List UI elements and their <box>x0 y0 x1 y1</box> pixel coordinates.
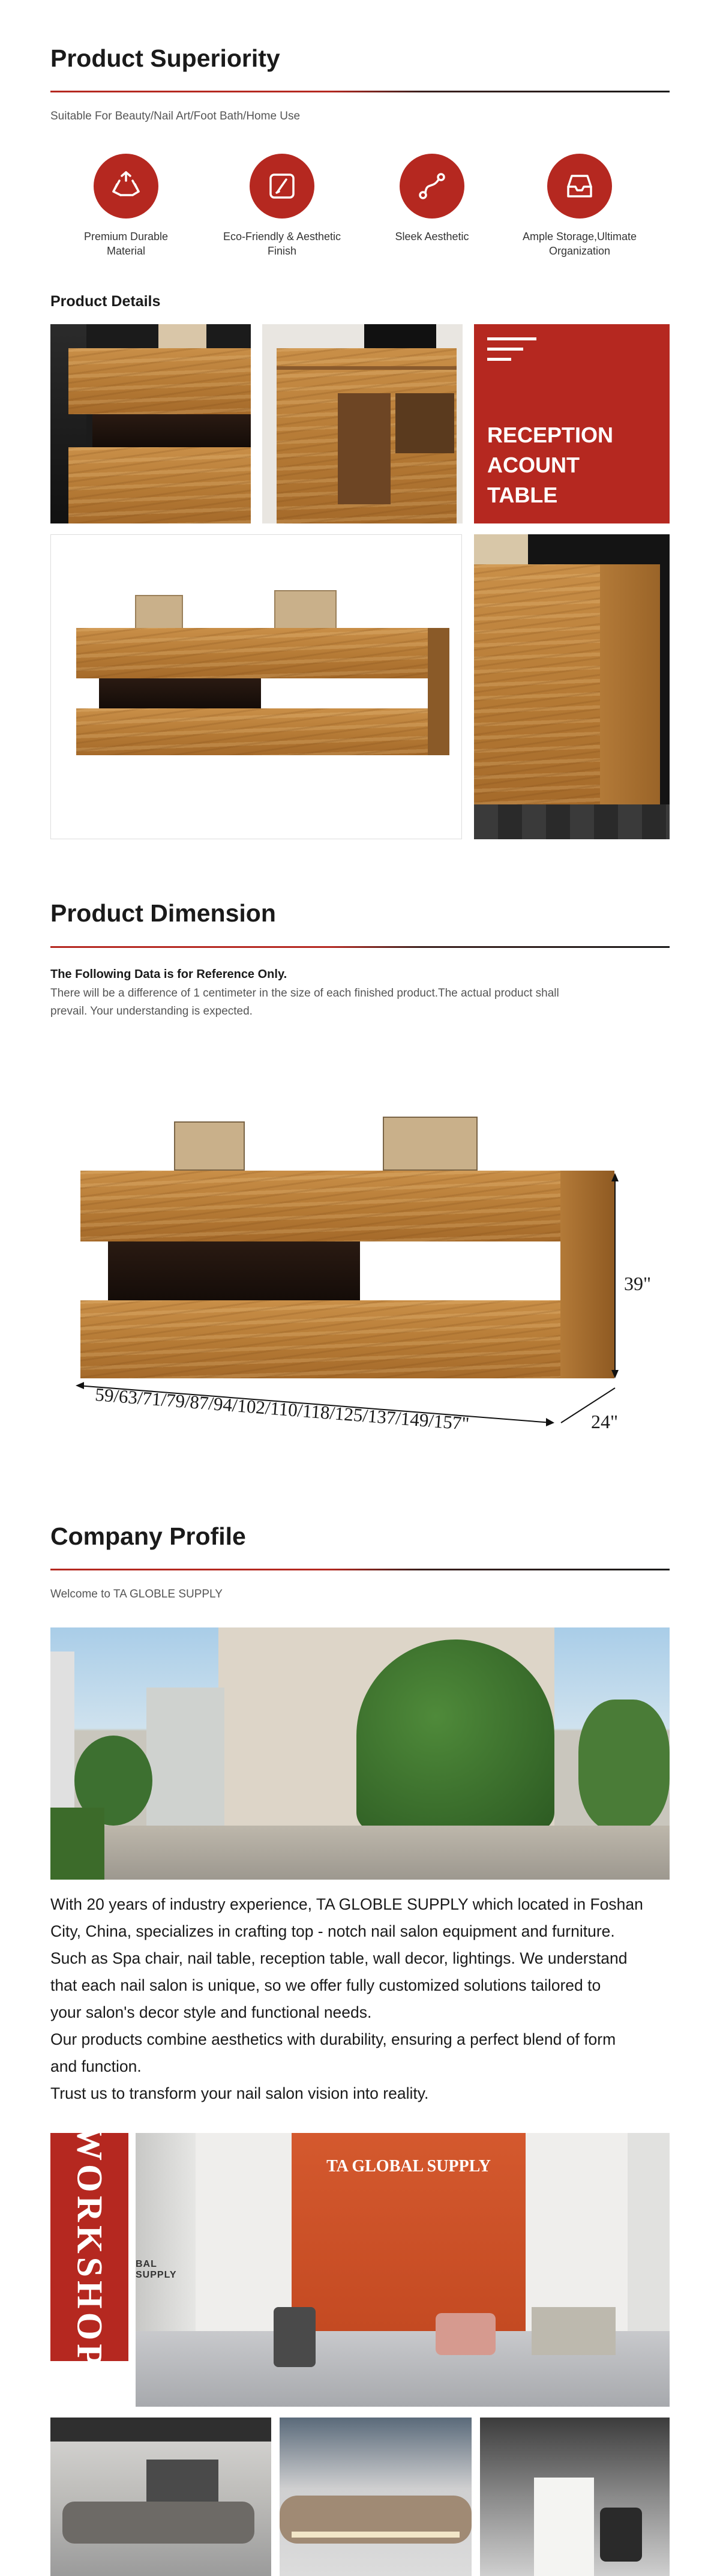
feature-durable-label-1: Premium Durable <box>83 231 169 243</box>
workshop-tag <box>50 2124 128 2370</box>
dimension-notice-bold: The Following Data is for Reference Only. <box>50 968 287 981</box>
company-paragraph-line-3: Such as Spa chair, nail table, reception table, wall decor, lightings. We understand <box>50 1949 628 1967</box>
superiority-title: Product Superiority <box>50 44 280 72</box>
feature-eco <box>204 154 360 258</box>
company-paragraph-line-8: Trust us to transform your nail salon vision into reality. <box>50 2084 429 2102</box>
feature-durable <box>48 154 204 258</box>
company-paragraph-line-2: City, China, specializes in crafting top - notch nail salon equipment and furniture. <box>50 1922 615 1940</box>
dimension-drawing <box>72 1111 660 1471</box>
feature-durable-label-2: Material <box>106 245 146 257</box>
dimension-notice-line-1: There will be a difference of 1 centimeter in the size of each finished product.The actual product shall <box>50 987 559 1000</box>
reception-card-line-2: ACOUNT <box>487 453 580 477</box>
company-paragraph-line-7: and function. <box>50 2057 142 2075</box>
reception-card <box>474 324 670 523</box>
detail-photo-main <box>50 534 462 839</box>
dimension-height: 39" <box>624 1273 652 1294</box>
menu-lines-icon <box>487 337 536 368</box>
company-rule <box>50 1569 670 1570</box>
dimension-depth: 24" <box>591 1411 619 1432</box>
company-title: Company Profile <box>50 1522 246 1550</box>
detail-photo-front <box>50 324 251 523</box>
dimension-notice <box>50 985 670 1021</box>
superiority-subtitle: Suitable For Beauty/Nail Art/Foot Bath/Home Use <box>50 110 301 122</box>
company-paragraph <box>50 1891 674 2107</box>
reception-card-line-1: RECEPTION <box>487 423 614 447</box>
superiority-rule <box>50 91 670 92</box>
feature-storage <box>502 154 658 258</box>
dimension-title: Product Dimension <box>50 899 276 927</box>
workshop-photo-main <box>136 2133 670 2407</box>
feature-storage-label-2: Organization <box>548 245 611 257</box>
company-subtitle: Welcome to TA GLOBLE SUPPLY <box>50 1588 223 1600</box>
feature-eco-label-1: Eco-Friendly & Aesthetic <box>223 231 341 243</box>
feature-storage-label-1: Ample Storage,Ultimate <box>522 231 637 243</box>
details-title: Product Details <box>50 293 161 310</box>
dimension-rule <box>50 946 670 948</box>
reception-card-line-3: TABLE <box>487 483 558 507</box>
leaf-pencil-icon <box>250 154 314 219</box>
recycle-icon <box>94 154 158 219</box>
storage-tray-icon <box>547 154 612 219</box>
company-paragraph-line-6: Our products combine aesthetics with durability, ensuring a perfect blend of form <box>50 2030 616 2048</box>
detail-photo-side <box>474 534 670 839</box>
wall-sign-text: TA GLOBAL SUPPLY <box>326 2157 491 2176</box>
workshop-photo-2 <box>280 2418 472 2576</box>
door-text: BAL SUPPLY <box>136 2259 177 2280</box>
detail-photo-back <box>262 324 463 523</box>
company-paragraph-line-1: With 20 years of industry experience, TA GLOBLE SUPPLY which located in Foshan <box>50 1895 643 1913</box>
dimension-width: 59/63/71/79/87/94/102/110/118/125/137/149/157" <box>94 1384 470 1434</box>
curve-pen-icon <box>400 154 464 219</box>
workshop-photo-1 <box>50 2418 271 2576</box>
feature-sleek <box>354 154 510 244</box>
factory-photo <box>50 1627 670 1880</box>
feature-eco-label-2: Finish <box>267 245 296 257</box>
workshop-label: WORKSHOP <box>70 2124 110 2370</box>
workshop-photo-3 <box>480 2418 670 2576</box>
dimension-notice-line-2: prevail. Your understanding is expected. <box>50 1005 253 1018</box>
company-paragraph-line-4: that each nail salon is unique, so we offer fully customized solutions tailored to <box>50 1976 601 1994</box>
feature-sleek-label-1: Sleek Aesthetic <box>395 231 469 243</box>
company-paragraph-line-5: your salon's decor style and functional needs. <box>50 2003 372 2021</box>
